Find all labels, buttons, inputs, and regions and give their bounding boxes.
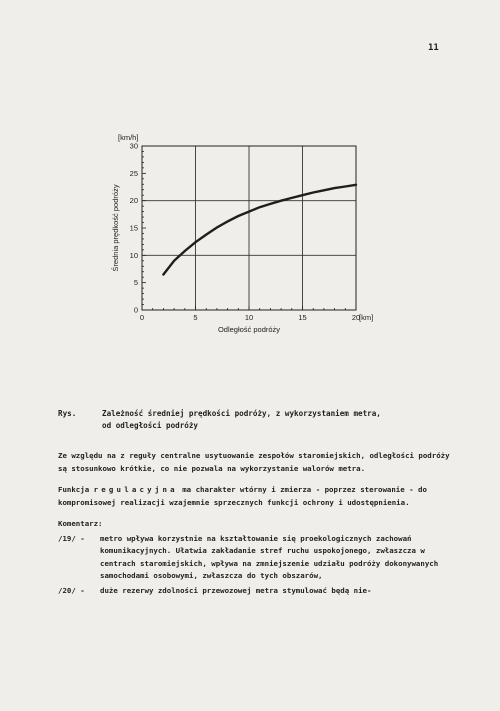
page-number: 11 [428, 43, 439, 53]
caption-line-2: od odległości podróży [102, 421, 199, 430]
x-axis-label: Odległość podróży [217, 325, 281, 334]
comment-item-number: /19/ - [58, 533, 85, 543]
chart-svg [100, 128, 390, 338]
y-tick-label: 20 [129, 196, 138, 206]
comment-item-text: metro wpływa korzystnie na kształtowanie się proekologicznych zachowań komunikacyjnych. Ułatwia zakładanie stref ruchu uspokojonego, zwłaszcza w centrach staromiejskich, wpływa na zmniejszenie udziału podróży dokonywanych samochodami osobowymi, zwłaszcza do tych obszarów, [100, 533, 439, 580]
x-tick-label: 5 [193, 313, 198, 322]
x-tick-label: 10 [244, 313, 254, 322]
y-tick-label: 30 [129, 141, 138, 151]
chart-tick-labels [130, 142, 361, 323]
y-tick-label: 25 [129, 168, 138, 178]
y-axis-unit: [km/h] [118, 133, 139, 142]
paragraph-2 [58, 484, 460, 509]
x-tick-label: 20 [351, 313, 361, 322]
y-axis-label: Średnia prędkość podróży [111, 184, 120, 272]
body-text [58, 450, 460, 599]
y-tick-label: 0 [133, 305, 138, 315]
y-tick-label: 5 [133, 278, 138, 288]
caption-line-1: Zależność średniej prędkości podróży, z wykorzystaniem metra, [102, 409, 381, 418]
chart-grid [142, 146, 356, 310]
x-axis-unit: [km] [359, 313, 374, 322]
paragraph-2-spaced-word: regulacyjna [93, 485, 178, 494]
y-tick-label: 10 [129, 250, 138, 260]
caption-label: Rys. [58, 409, 77, 418]
paragraph-2-rest: ma charakter wtórny i zmierza - poprzez sterowanie - do kompromisowej realizacji wzajemnie sprzecznych funkcji ochrony i udostępnienia. [58, 485, 427, 507]
caption-text [102, 408, 452, 432]
comments-heading: Komentarz: [58, 519, 103, 528]
x-tick-label: 0 [139, 313, 145, 322]
y-tick-label: 15 [129, 223, 138, 233]
comment-item-text: duże rezerwy zdolności przewozowej metra stymulować będą nie- [100, 585, 372, 595]
paragraph-1: Ze względu na z reguły centralne usytuowanie zespołów staromiejskich, odległości podróży są stosunkowo krótkie, co nie pozwala na wykorzystanie walorów metra. [58, 451, 450, 473]
paragraph-2-prefix: Funkcja [58, 485, 94, 494]
comment-item [58, 533, 460, 583]
series-line [163, 185, 356, 275]
x-tick-label: 15 [298, 313, 307, 322]
comment-item [58, 585, 460, 598]
speed-distance-chart [100, 128, 390, 338]
comment-item-number: /20/ - [58, 585, 85, 595]
